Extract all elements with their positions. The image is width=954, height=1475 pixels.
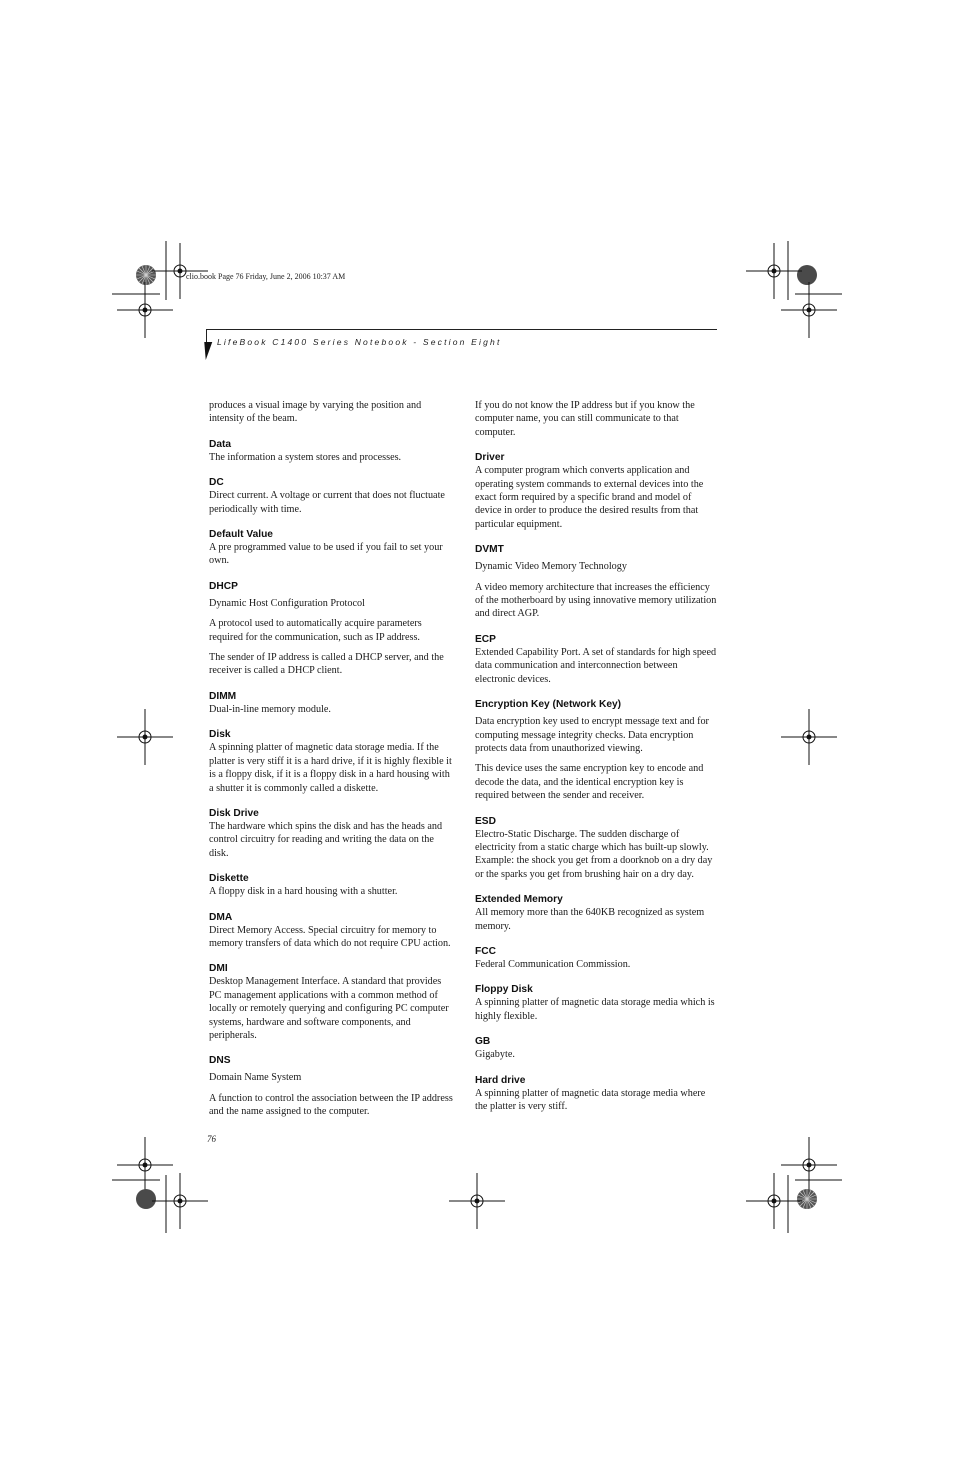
glossary-term: Hard drive [475,1074,526,1086]
glossary-term: Disk Drive [209,807,259,819]
color-target-icon [136,265,156,285]
glossary-definition: The information a system stores and processes. [209,451,402,463]
glossary-definition: A function to control the association between the IP address and the name assigned to the computer. [209,1092,453,1118]
running-header-title: LifeBook C1400 Series Notebook - Section Eight [217,337,502,347]
crosshair-mark-icon [781,709,837,765]
glossary-definition: The hardware which spins the disk and has the heads and control circuitry for reading and writing the data on the disk. [209,820,443,859]
glossary-definition: This device uses the same encryption key to encode and decode the data, and the identical encryption key is required between the sender and receiver. [475,763,704,802]
color-target-icon [797,1189,817,1209]
crosshair-mark-icon [117,709,173,765]
glossary-definition: A video memory architecture that increases the efficiency of the motherboard by using innovative memory utilization and direct AGP. [475,581,717,620]
continued-paragraph: If you do not know the IP address but if you know the computer name, you can still communicate to that computer. [475,400,695,438]
crosshair-mark-icon [117,282,173,338]
glossary-term: DC [209,477,224,489]
glossary-definition: A spinning platter of magnetic data storage media where the platter is very stiff. [475,1087,706,1112]
glossary-definition: A spinning platter of magnetic data storage media. If the platter is very stiff it is a hard drive, if it is highly flexible it is a floppy disk, if it is a floppy disk in a hard housing with a shutter it is commonly called a diskette. [209,742,452,794]
color-target-icon [136,1189,156,1209]
glossary-term: Default Value [209,529,273,541]
glossary-term: GB [475,1036,491,1048]
glossary-term: ECP [475,633,496,645]
glossary-definition: Domain Name System [209,1072,302,1084]
glossary-definition: Direct current. A voltage or current that does not fluctuate periodically with time. [209,490,445,515]
crosshair-mark-icon [781,282,837,338]
glossary-definition: All memory more than the 640KB recognized as system memory. [475,907,705,932]
glossary-term: DNS [209,1055,231,1067]
glossary-definition: A computer program which converts application and operating system commands to external devices into the exact form required by a specific brand and model of device in order to produce the desired results from that particular equipment. [475,465,704,530]
glossary-definition: Dynamic Host Configuration Protocol [209,597,365,609]
glossary-term: DMA [209,911,233,923]
color-target-icon [797,265,817,285]
continued-paragraph: produces a visual image by varying the position and intensity of the beam. [209,400,422,425]
glossary-term: DIMM [209,690,237,702]
glossary-term: DHCP [209,580,238,592]
page-number: 76 [207,1134,216,1144]
glossary-definition: Federal Communication Commission. [475,958,631,970]
glossary-definition: A pre programmed value to be used if you fail to set your own. [209,542,443,567]
crosshair-mark-icon [117,1137,173,1193]
glossary-term: Data [209,438,232,450]
glossary-definition: The sender of IP address is called a DHCP server, and the receiver is called a DHCP client. [209,652,444,677]
crosshair-mark-icon [746,1173,802,1229]
glossary-definition: Direct Memory Access. Special circuitry for memory to memory transfers of data which do not require CPU action. [209,924,451,949]
glossary-term: Driver [475,452,505,464]
glossary-definition: A spinning platter of magnetic data storage media which is highly flexible. [475,997,715,1022]
crosshair-mark-icon [449,1173,505,1229]
glossary-term: DMI [209,963,228,975]
crosshair-mark-icon [781,1137,837,1193]
glossary-term: Floppy Disk [475,984,533,996]
glossary-definition: A protocol used to automatically acquire parameters required for the communication, such as IP address. [209,618,422,643]
glossary-term: Encryption Key (Network Key) [475,699,622,711]
glossary-definition: A floppy disk in a hard housing with a shutter. [209,886,398,898]
crosshair-mark-icon [152,243,208,299]
glossary-definition: Data encryption key used to encrypt message text and for computing message integrity checks. Data encryption protects data from unauthorized viewing. [475,716,709,754]
glossary-definition: Electro-Static Discharge. The sudden discharge of electricity from a static charge which has built-up slowly. Example: the shock you get from a doorknob on a dry day or the sparks you get from brushing hair on a dry day. [475,828,713,880]
crosshair-mark-icon [746,243,802,299]
print-slug: clio.book Page 76 Friday, June 2, 2006 10:37 AM [186,272,346,281]
glossary-definition: Extended Capability Port. A set of standards for high speed data communication and interconnection between electronic devices. [475,646,717,685]
glossary-definition: Dynamic Video Memory Technology [475,561,627,573]
glossary-definition: Dual-in-line memory module. [209,703,331,715]
glossary-term: FCC [475,945,496,957]
glossary-definition: Gigabyte. [475,1049,515,1061]
glossary-term: ESD [475,815,496,827]
crosshair-mark-icon [152,1173,208,1229]
glossary-term: Extended Memory [475,894,563,906]
glossary-term: DVMT [475,544,504,556]
glossary-term: Disk [209,729,231,741]
glossary-term: Diskette [209,873,249,885]
glossary-definition: Desktop Management Interface. A standard that provides PC management applications with a common method of locally or remotely querying and configuring PC computer systems, hardware and software components, and peripherals. [209,976,449,1041]
